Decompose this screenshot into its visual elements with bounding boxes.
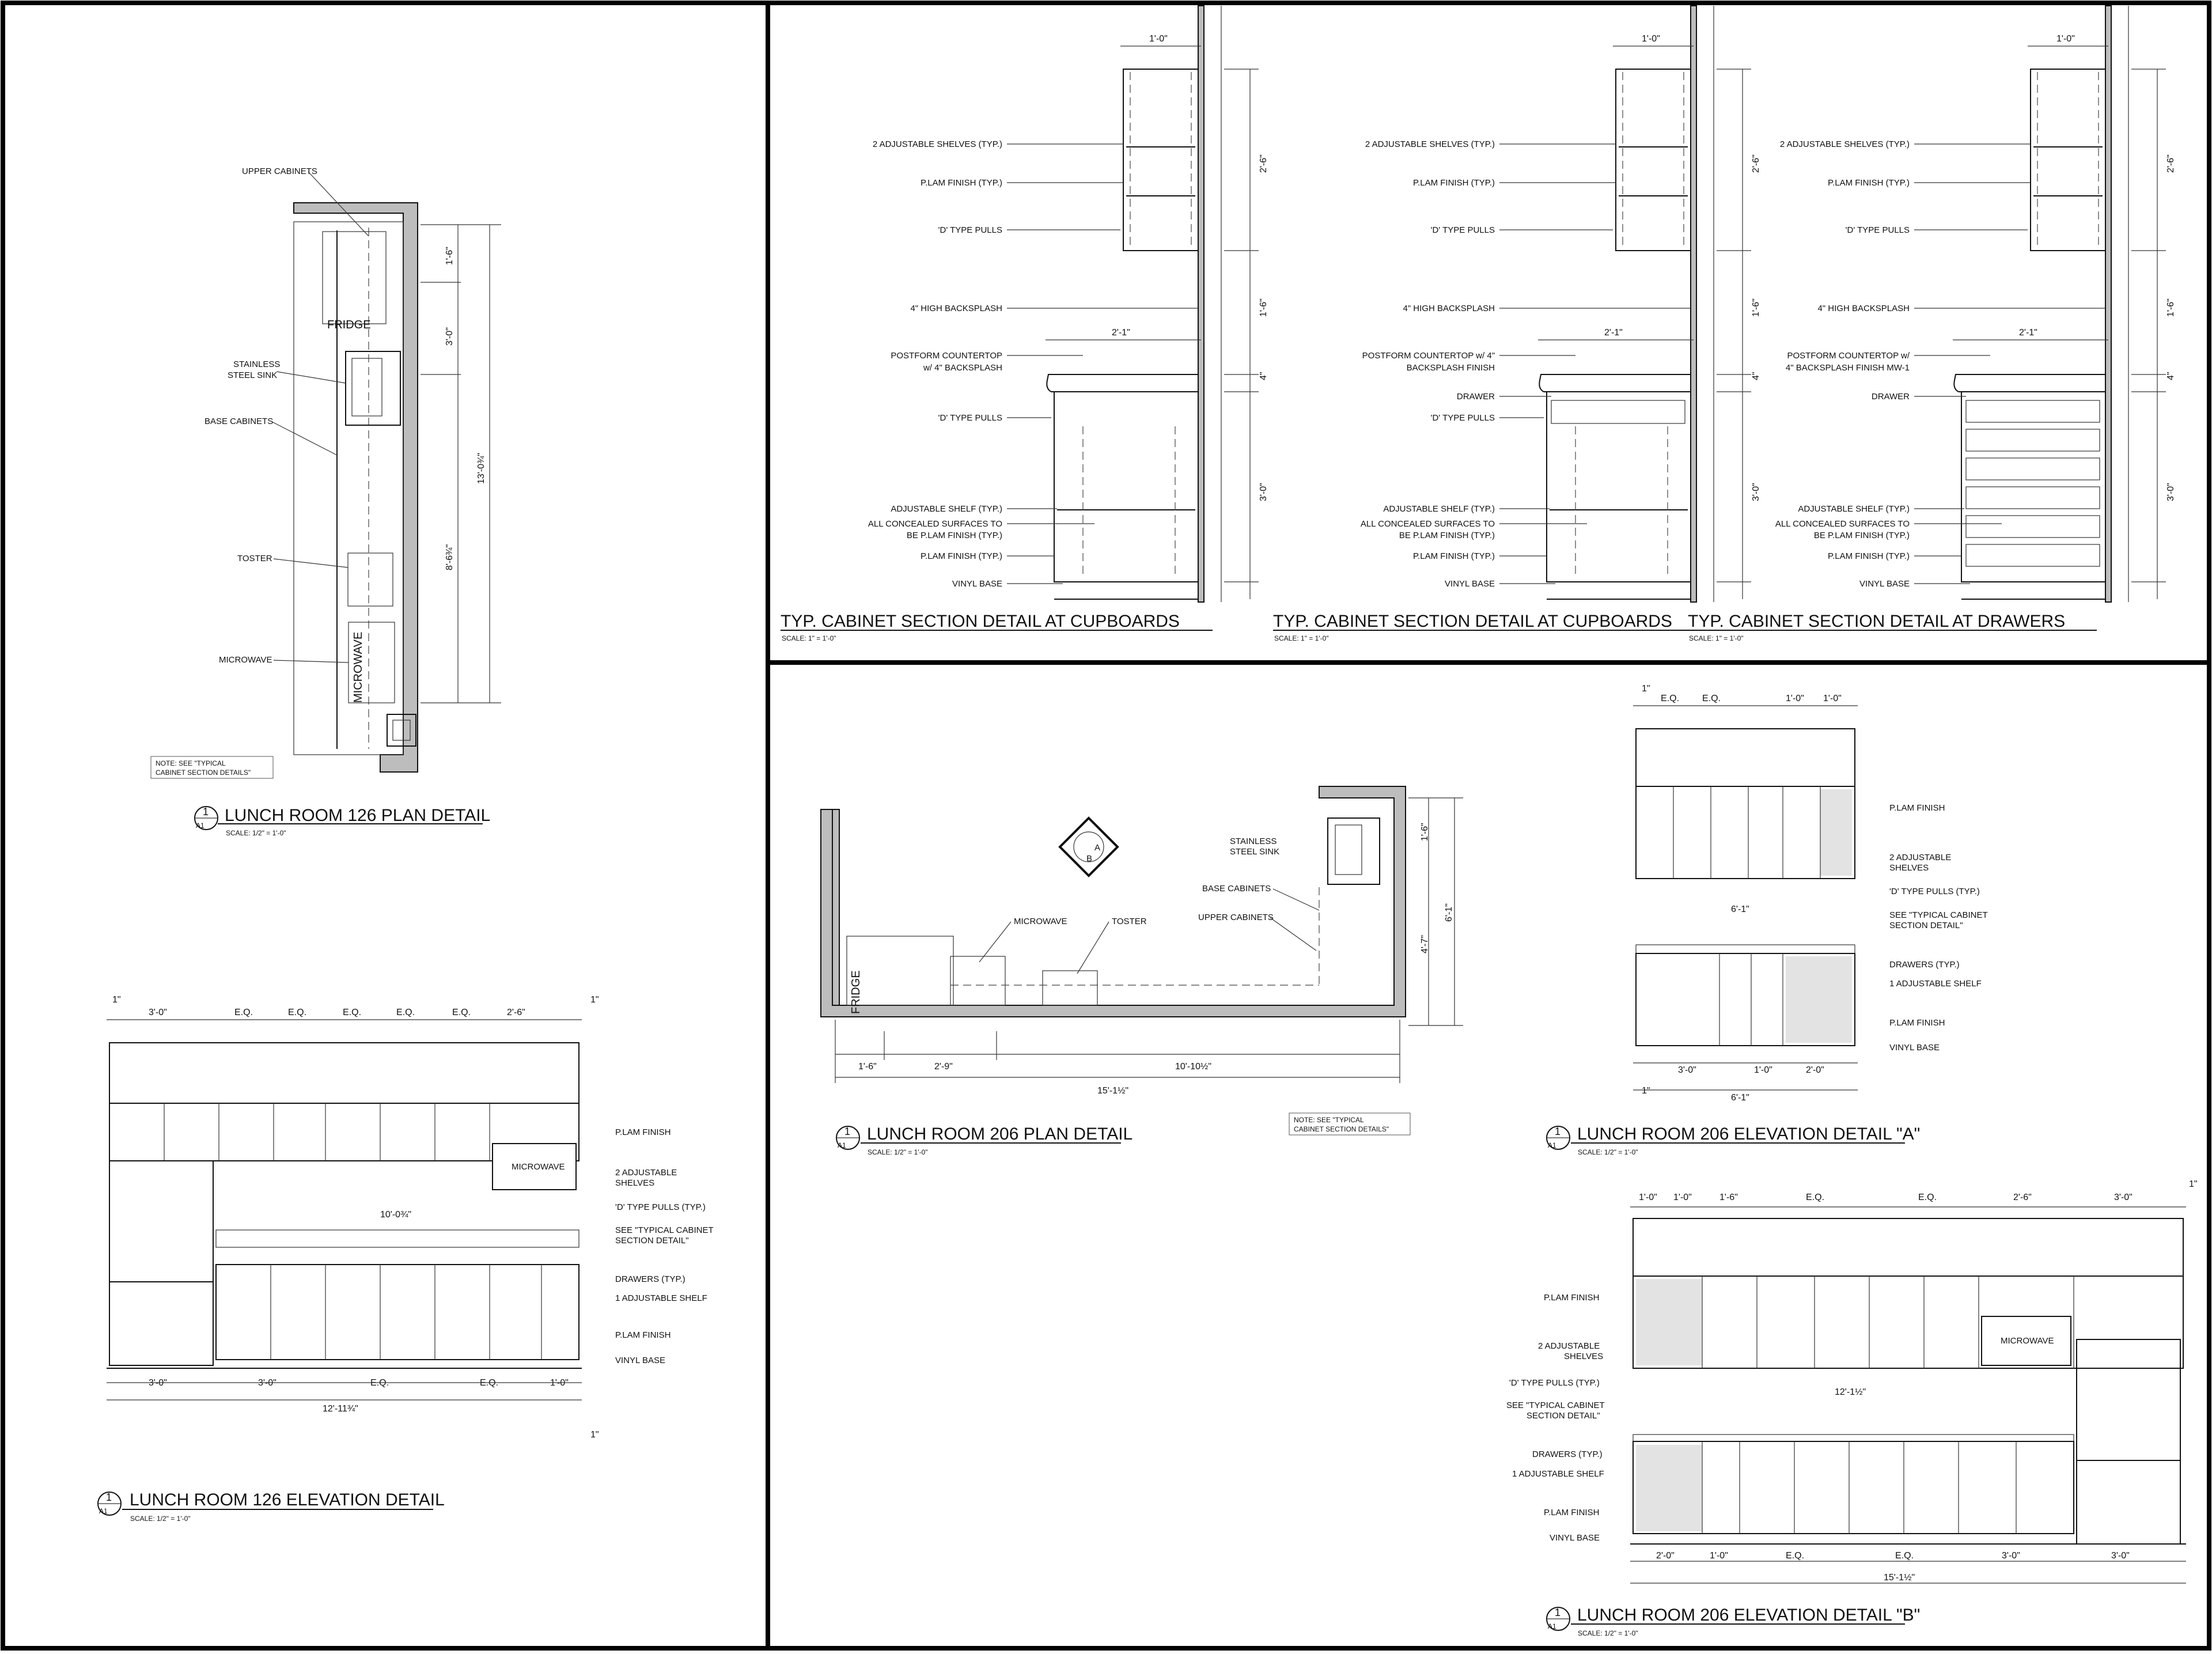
note-line-1: NOTE: SEE "TYPICAL [156, 759, 226, 767]
sec-pulls-base: 'D' TYPE PULLS [1430, 413, 1495, 423]
eb-drawers: DRAWERS (TYP.) [1532, 1449, 1603, 1459]
ea-adj2: SHELVES [1889, 863, 1929, 873]
sec-dim-3-0: 3'-0" [1751, 483, 1761, 501]
north-b: B [1086, 854, 1093, 864]
sec-postform-2: BACKSPLASH FINISH [1406, 363, 1495, 373]
sec-adj-shelf: ADJUSTABLE SHELF (TYP.) [891, 504, 1002, 514]
p206-dim-4-7: 4'-7" [1420, 935, 1430, 953]
sec-plam: P.LAM FINISH (TYP.) [921, 178, 1002, 188]
scale-plan-206: SCALE: 1/2" = 1'-0" [868, 1148, 928, 1156]
e126-top-dim-3: E.Q. [288, 1008, 307, 1017]
eb-dim-3-0: 3'-0" [2114, 1193, 2133, 1202]
e126-vinyl: VINYL BASE [615, 1356, 665, 1365]
sec-postform-1: POSTFORM COUNTERTOP [891, 351, 1002, 361]
sec-concealed-1: ALL CONCEALED SURFACES TO [868, 519, 1002, 529]
sec-dim-2-6: 2'-6" [1751, 154, 1761, 173]
p206-upper: UPPER CABINETS [1198, 913, 1274, 922]
ea-dim-eq1: E.Q. [1661, 694, 1680, 703]
section-title-3: TYP. CABINET SECTION DETAIL AT DRAWERS [1688, 612, 2066, 631]
sec-postform-2: 4" BACKSPLASH FINISH MW-1 [1785, 363, 1910, 373]
ea-dim-1in-b: 1" [1642, 1086, 1650, 1096]
e126-plam2: P.LAM FINISH [615, 1330, 671, 1340]
title-plan-126 [195, 806, 490, 837]
upper-cabinets-label: UPPER CABINETS [242, 166, 317, 176]
ea-see1: SEE "TYPICAL CABINET [1889, 910, 1988, 920]
north-a: A [1094, 843, 1101, 853]
p206-stainless2: STEEL SINK [1230, 847, 1280, 857]
e126-adj2: SHELVES [615, 1178, 655, 1188]
stainless-sink-label-2: STEEL SINK [228, 370, 278, 380]
e126-bottom-dim-2: E.Q. [370, 1378, 389, 1388]
sec-concealed-1: ALL CONCEALED SURFACES TO [1360, 519, 1495, 529]
fridge-label: FRIDGE [327, 319, 371, 331]
eb-dim-eq3: E.Q. [1786, 1551, 1805, 1561]
p206-dim-15-1: 15'-1½" [1097, 1086, 1129, 1096]
scale-elev-126: SCALE: 1/2" = 1'-0" [130, 1515, 191, 1523]
scale-plan-126: SCALE: 1/2" = 1'-0" [226, 829, 286, 837]
sec-dim-1-0: 1'-0" [1642, 34, 1660, 44]
e126-top-dim-1: 3'-0" [149, 1008, 167, 1017]
ea-drawers: DRAWERS (TYP.) [1889, 960, 1960, 970]
north-arrow [1060, 818, 1118, 876]
bubble-sheet: A1 [838, 1141, 846, 1149]
scale-elev-206b: SCALE: 1/2" = 1'-0" [1578, 1629, 1638, 1637]
e126-top-dim-2: E.Q. [234, 1008, 253, 1017]
sec-adj-shelf: ADJUSTABLE SHELF (TYP.) [1798, 504, 1910, 514]
eb-plam2: P.LAM FINISH [1544, 1508, 1600, 1517]
title-lunch-room-206-elev-b: LUNCH ROOM 206 ELEVATION DETAIL "B" [1577, 1606, 1921, 1625]
e126-top-dim-4: E.Q. [343, 1008, 362, 1017]
sec-dim-1-0: 1'-0" [1149, 34, 1168, 44]
eb-dim-eq1: E.Q. [1806, 1193, 1825, 1202]
sec-postform-2: w/ 4" BACKSPLASH [923, 363, 1002, 373]
e126-bottom-dim-4: 1'-0" [550, 1378, 569, 1388]
sec-concealed-1: ALL CONCEALED SURFACES TO [1775, 519, 1910, 529]
ea-dim-1in: 1" [1642, 684, 1650, 694]
e126-top-dim-7: 2'-6" [507, 1008, 525, 1017]
sec-vinyl: VINYL BASE [1859, 579, 1910, 589]
sec-drawer: DRAWER [1456, 392, 1495, 402]
sec-plam: P.LAM FINISH (TYP.) [1413, 178, 1495, 188]
elevation-206-b [1506, 1179, 2198, 1637]
eb-dim-3-0c: 3'-0" [2111, 1551, 2130, 1561]
title-elev-206a [1547, 1125, 1920, 1156]
toster-label: TOSTER [237, 554, 272, 563]
sec-pulls-base: 'D' TYPE PULLS [938, 413, 1002, 423]
scale-elev-206a: SCALE: 1/2" = 1'-0" [1578, 1148, 1638, 1156]
eb-dim-1-0c: 1'-0" [1710, 1551, 1728, 1561]
title-lunch-room-126-plan: LUNCH ROOM 126 PLAN DETAIL [225, 806, 491, 825]
eb-vinyl: VINYL BASE [1550, 1533, 1600, 1543]
base-cabinets-label: BASE CABINETS [204, 417, 274, 426]
bubble-sheet: A1 [1548, 1622, 1556, 1630]
eb-dim-1-6: 1'-6" [1719, 1193, 1738, 1202]
sec-concealed-2: BE P.LAM FINISH (TYP.) [906, 531, 1002, 540]
sec-dim-4: 4" [2166, 372, 2176, 380]
sec-dim-2-6: 2'-6" [1259, 154, 1268, 173]
p206-dim-2-9: 2'-9" [934, 1062, 953, 1072]
sec-backsplash: 4" HIGH BACKSPLASH [910, 304, 1002, 313]
p206-toster: TOSTER [1112, 917, 1147, 926]
sec-vinyl: VINYL BASE [952, 579, 1002, 589]
dim-8-6: 8'-6¾" [445, 544, 454, 570]
sec-adj-shelf: ADJUSTABLE SHELF (TYP.) [1383, 504, 1495, 514]
sec-postform-1: POSTFORM COUNTERTOP w/ [1787, 351, 1910, 361]
bubble-number: 1 [844, 1126, 851, 1137]
microwave-126-elev: MICROWAVE [512, 1162, 565, 1172]
eb-plam: P.LAM FINISH [1544, 1293, 1600, 1303]
ea-dim-2-0: 2'-0" [1806, 1065, 1824, 1075]
e126-top-dim-6: E.Q. [452, 1008, 471, 1017]
sec-plam-2: P.LAM FINISH (TYP.) [1413, 551, 1495, 561]
dims-plan-126 [421, 225, 501, 703]
cabinet-sections [781, 6, 2176, 642]
sec-pulls: 'D' TYPE PULLS [1430, 225, 1495, 235]
sheet-border [3, 3, 2209, 1648]
title-lunch-room-206-plan: LUNCH ROOM 206 PLAN DETAIL [867, 1125, 1133, 1144]
e126-adj1: 2 ADJUSTABLE [615, 1168, 677, 1178]
sec-shelves: 2 ADJUSTABLE SHELVES (TYP.) [872, 139, 1002, 149]
sec-dim-1-6: 1'-6" [1259, 298, 1268, 317]
sec-backsplash: 4" HIGH BACKSPLASH [1817, 304, 1910, 313]
e126-bottom-dim-1: 3'-0" [258, 1378, 276, 1388]
section-title-1: TYP. CABINET SECTION DETAIL AT CUPBOARDS [781, 612, 1180, 631]
microwave-leader-label: MICROWAVE [219, 655, 272, 665]
sec-shelves: 2 ADJUSTABLE SHELVES (TYP.) [1779, 139, 1910, 149]
sec-dim-3-0: 3'-0" [2166, 483, 2176, 501]
sec-dim-3-0: 3'-0" [1259, 483, 1268, 501]
sec-postform-1: POSTFORM COUNTERTOP w/ 4" [1362, 351, 1495, 361]
ea-vinyl: VINYL BASE [1889, 1043, 1940, 1053]
eb-dim-1-0a: 1'-0" [1639, 1193, 1657, 1202]
eb-microwave: MICROWAVE [2001, 1336, 2054, 1346]
note-line-2: CABINET SECTION DETAILS" [156, 769, 251, 777]
sec-dim-1-0: 1'-0" [2056, 34, 2075, 44]
sec-dim-2-6: 2'-6" [2166, 154, 2176, 173]
sec-dim-2-1: 2'-1" [1112, 328, 1130, 338]
p206-dim-10-10: 10'-10½" [1175, 1062, 1211, 1072]
sec-concealed-2: BE P.LAM FINISH (TYP.) [1813, 531, 1910, 540]
eb-dim-eq4: E.Q. [1895, 1551, 1914, 1561]
ea-plam: P.LAM FINISH [1889, 803, 1945, 813]
dim-13-0: 13'-0¾" [476, 452, 486, 484]
sec-pulls: 'D' TYPE PULLS [1845, 225, 1910, 235]
sec-vinyl: VINYL BASE [1445, 579, 1495, 589]
eb-adj1: 2 ADJUSTABLE [1538, 1341, 1600, 1351]
dim-10-0: 10'-0¾" [380, 1210, 412, 1220]
sec-dim-1-6: 1'-6" [2166, 298, 2176, 317]
bubble-number: 1 [203, 806, 209, 817]
ea-plam2: P.LAM FINISH [1889, 1018, 1945, 1028]
sec-dim-2-1: 2'-1" [2019, 328, 2037, 338]
fridge-206-label: FRIDGE [850, 970, 862, 1014]
ea-dim-1-0b: 1'-0" [1823, 694, 1842, 703]
sec-shelves: 2 ADJUSTABLE SHELVES (TYP.) [1365, 139, 1495, 149]
eb-dim-15-1: 15'-1½" [1884, 1573, 1915, 1583]
p206-stainless1: STAINLESS [1230, 837, 1277, 846]
section-scale-1: SCALE: 1" = 1'-0" [782, 634, 836, 642]
e126-see1: SEE "TYPICAL CABINET [615, 1225, 714, 1235]
dim-3-0: 3'-0" [445, 327, 454, 346]
eb-see1: SEE "TYPICAL CABINET [1506, 1401, 1605, 1410]
eb-dim-1-0b: 1'-0" [1673, 1193, 1692, 1202]
title-elev-126 [98, 1490, 445, 1523]
ea-pulls: 'D' TYPE PULLS (TYP.) [1889, 887, 1980, 896]
bubble-sheet: A1 [1548, 1141, 1556, 1149]
sec-drawer: DRAWER [1871, 392, 1910, 402]
eb-dim-12-1: 12'-1½" [1835, 1387, 1866, 1397]
section-detail-3 [1688, 6, 2176, 642]
title-lunch-room-206-elev-a: LUNCH ROOM 206 ELEVATION DETAIL "A" [1577, 1125, 1921, 1144]
eb-dim-2-6: 2'-6" [2013, 1193, 2032, 1202]
sec-backsplash: 4" HIGH BACKSPLASH [1403, 304, 1495, 313]
section-detail-1 [781, 6, 1268, 642]
e126-bottom-dim-0: 3'-0" [149, 1378, 167, 1388]
eb-dim-3-0b: 3'-0" [2002, 1551, 2020, 1561]
eb-dim-2-0: 2'-0" [1656, 1551, 1675, 1561]
ea-dim-6-1b: 6'-1" [1731, 1093, 1749, 1103]
stainless-sink-label-1: STAINLESS [233, 359, 281, 369]
sec-plam-2: P.LAM FINISH (TYP.) [1828, 551, 1910, 561]
p206-dim-6-1: 6'-1" [1444, 903, 1454, 922]
e126-bottom-dim-3: E.Q. [480, 1378, 499, 1388]
eb-oneadj: 1 ADJUSTABLE SHELF [1512, 1469, 1604, 1479]
microwave-label: MICROWAVE [352, 631, 365, 703]
eb-dim-1in: 1" [2189, 1179, 2198, 1189]
e126-drawers: DRAWERS (TYP.) [615, 1274, 685, 1284]
e126-see2: SECTION DETAIL" [615, 1236, 689, 1246]
section-title-2: TYP. CABINET SECTION DETAIL AT CUPBOARDS [1273, 612, 1672, 631]
eb-pulls: 'D' TYPE PULLS (TYP.) [1509, 1378, 1600, 1388]
bubble-sheet: A1 [99, 1507, 108, 1515]
eb-see2: SECTION DETAIL" [1527, 1411, 1600, 1421]
sec-pulls: 'D' TYPE PULLS [938, 225, 1002, 235]
bubble-number: 1 [1555, 1607, 1561, 1618]
plan-206 [821, 786, 1463, 1156]
e126-plam: P.LAM FINISH [615, 1127, 671, 1137]
section-scale-2: SCALE: 1" = 1'-0" [1274, 634, 1329, 642]
e126-pulls: 'D' TYPE PULLS (TYP.) [615, 1202, 706, 1212]
ea-see2: SECTION DETAIL" [1889, 921, 1963, 930]
p206-base: BASE CABINETS [1202, 884, 1271, 894]
title-lunch-room-126-elevation: LUNCH ROOM 126 ELEVATION DETAIL [130, 1490, 445, 1509]
sec-plam: P.LAM FINISH (TYP.) [1828, 178, 1910, 188]
p206-note1: NOTE: SEE "TYPICAL [1294, 1116, 1364, 1124]
p206-dim-1-6: 1'-6" [858, 1062, 877, 1072]
ea-adj1: 2 ADJUSTABLE [1889, 853, 1952, 862]
ea-dim-1-0a: 1'-0" [1786, 694, 1804, 703]
ea-dim-3-0: 3'-0" [1678, 1065, 1696, 1075]
plan-126 [151, 166, 501, 837]
elevation-126 [98, 995, 714, 1523]
sec-plam-2: P.LAM FINISH (TYP.) [921, 551, 1002, 561]
bubble-number: 1 [1555, 1126, 1561, 1137]
p206-dim-1-6v: 1'-6" [1420, 823, 1430, 841]
p206-note2: CABINET SECTION DETAILS" [1294, 1125, 1389, 1133]
sec-dim-2-1: 2'-1" [1604, 328, 1623, 338]
sec-dim-1-6: 1'-6" [1751, 298, 1761, 317]
sec-dim-4: 4" [1259, 372, 1268, 380]
ea-dim-6-1: 6'-1" [1731, 904, 1749, 914]
e126-top-dim-0: 1" [112, 995, 121, 1005]
dim-1-6: 1'-6" [445, 247, 454, 265]
ea-dim-eq2: E.Q. [1702, 694, 1721, 703]
title-plan-206 [836, 1125, 1132, 1156]
elevation-206-a [1547, 684, 1988, 1156]
p206-microwave: MICROWAVE [1014, 917, 1067, 926]
bubble-number: 1 [106, 1492, 112, 1503]
bubble-sheet: A1 [196, 822, 204, 830]
eb-dim-eq2: E.Q. [1918, 1193, 1937, 1202]
sec-dim-4: 4" [1751, 372, 1761, 380]
ea-oneadj: 1 ADJUSTABLE SHELF [1889, 979, 1982, 989]
e126-oneadj: 1 ADJUSTABLE SHELF [615, 1293, 707, 1303]
e126-bottom-dim-5: 1" [590, 1430, 599, 1440]
dim-12-11: 12'-11¾" [323, 1404, 358, 1414]
section-detail-2 [1273, 6, 1761, 642]
dims-plan-206 [835, 798, 1463, 1096]
section-scale-3: SCALE: 1" = 1'-0" [1689, 634, 1744, 642]
e126-top-dim-5: E.Q. [396, 1008, 415, 1017]
e126-top-dim-8: 1" [590, 995, 599, 1005]
ea-dim-1-0: 1'-0" [1754, 1065, 1772, 1075]
eb-adj2: SHELVES [1564, 1352, 1604, 1361]
sec-concealed-2: BE P.LAM FINISH (TYP.) [1399, 531, 1495, 540]
title-elev-206b [1547, 1606, 1920, 1637]
